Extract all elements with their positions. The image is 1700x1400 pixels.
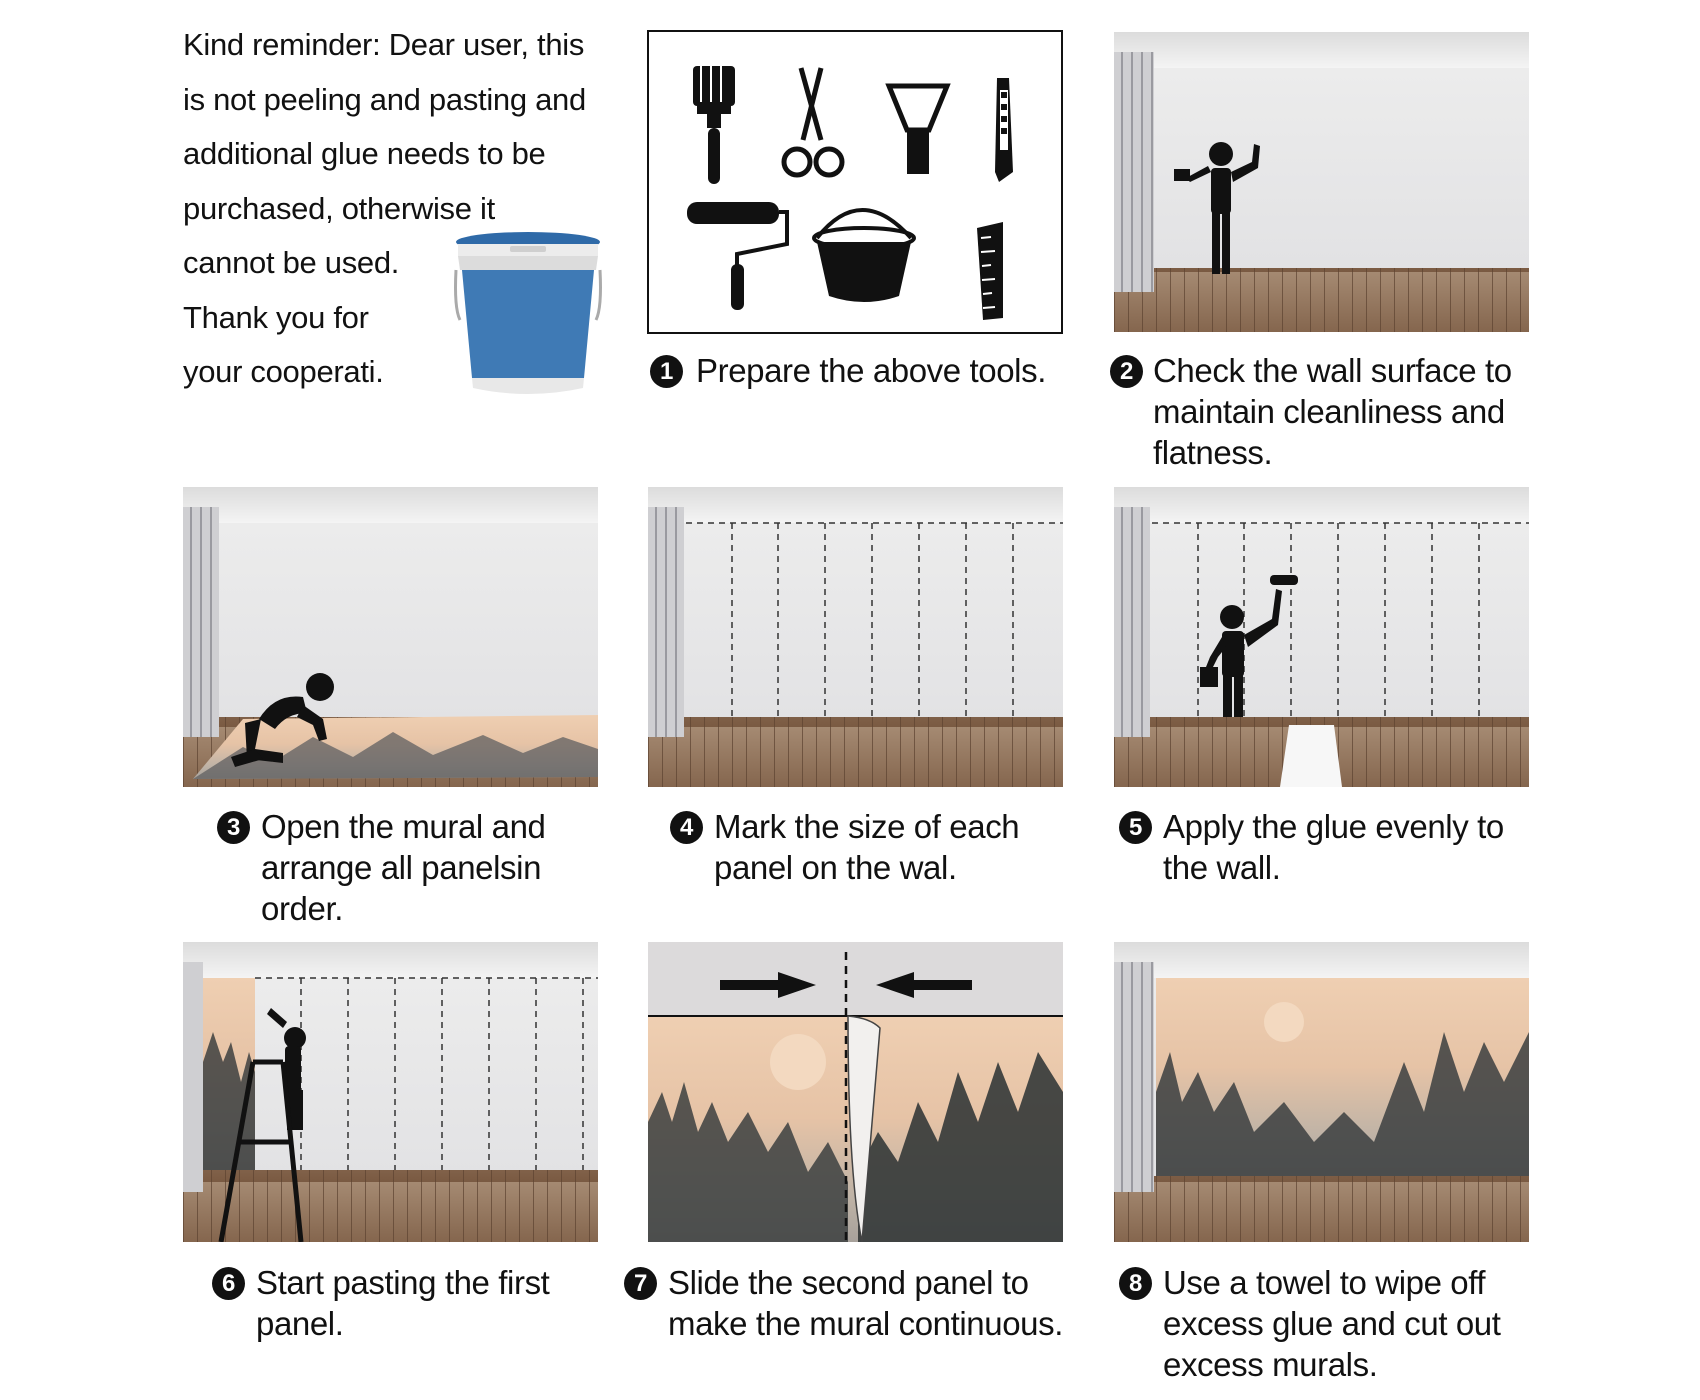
step-4-image bbox=[648, 487, 1063, 787]
caption-line: excess murals. bbox=[1163, 1346, 1378, 1383]
reminder-line: additional glue needs to be bbox=[183, 136, 546, 171]
reminder-line: Thank you for bbox=[183, 299, 369, 335]
caption-line: Slide the second panel to bbox=[668, 1264, 1029, 1301]
wallpaper-strip bbox=[1280, 725, 1342, 787]
reminder-line: purchased, otherwise it bbox=[183, 190, 495, 226]
step-2-image bbox=[1114, 32, 1529, 332]
step-8-caption bbox=[1119, 1262, 1501, 1385]
step-number-badge: 7 bbox=[624, 1267, 657, 1300]
ruler-icon bbox=[977, 222, 1003, 320]
step-1-caption bbox=[650, 350, 1046, 391]
step-4-caption bbox=[670, 806, 1019, 888]
caption-line: Check the wall surface to bbox=[1153, 352, 1512, 389]
caption-line: panel. bbox=[256, 1305, 344, 1342]
caption-line: order. bbox=[261, 890, 343, 927]
reminder-line: your cooperati. bbox=[183, 354, 384, 389]
step-5-image bbox=[1114, 487, 1529, 787]
step-number-badge: 8 bbox=[1119, 1267, 1152, 1300]
step-number-badge: 1 bbox=[650, 355, 683, 388]
step-2-caption bbox=[1110, 350, 1530, 473]
step-3-caption bbox=[217, 806, 545, 929]
scraper-icon bbox=[889, 86, 947, 174]
paint-roller-icon bbox=[687, 202, 787, 310]
paintbrush-icon bbox=[693, 66, 735, 184]
glue-bucket-icon bbox=[450, 228, 606, 400]
step-number-badge: 4 bbox=[670, 811, 703, 844]
step-8-image bbox=[1114, 942, 1529, 1242]
step-number-badge: 5 bbox=[1119, 811, 1152, 844]
reminder-line: Kind reminder: Dear user, this bbox=[183, 27, 585, 62]
caption-line: make the mural continuous. bbox=[668, 1305, 1063, 1342]
caption-line: panel on the wal. bbox=[714, 849, 957, 886]
bucket-icon bbox=[814, 210, 914, 302]
caption-line: Open the mural and bbox=[261, 808, 546, 845]
tools-box bbox=[647, 30, 1063, 334]
step-3-image bbox=[183, 487, 598, 787]
step-6-image bbox=[183, 942, 598, 1242]
reminder-line: is not peeling and pasting and bbox=[183, 81, 586, 117]
caption-line: Mark the size of each bbox=[714, 808, 1020, 845]
caption-line: the wall. bbox=[1163, 849, 1281, 886]
utility-knife-icon bbox=[995, 78, 1013, 182]
step-5-caption bbox=[1119, 806, 1504, 888]
caption-line: Use a towel to wipe off bbox=[1163, 1264, 1486, 1301]
step-7-image bbox=[648, 942, 1063, 1242]
step-number-badge: 2 bbox=[1110, 355, 1143, 388]
step-number-badge: 3 bbox=[217, 811, 250, 844]
caption-line: Start pasting the first bbox=[256, 1264, 550, 1301]
caption-line: Apply the glue evenly to bbox=[1163, 808, 1504, 845]
caption-line: maintain cleanliness and bbox=[1153, 393, 1505, 430]
caption-line: excess glue and cut out bbox=[1163, 1305, 1501, 1342]
step-number-badge: 6 bbox=[212, 1267, 245, 1300]
caption-line: arrange all panelsin bbox=[261, 849, 542, 886]
reminder-line: cannot be used. bbox=[183, 245, 400, 280]
step-7-caption bbox=[624, 1262, 1063, 1344]
caption-line: Prepare the above tools. bbox=[696, 352, 1046, 389]
scissors-icon bbox=[784, 68, 842, 175]
step-6-caption bbox=[212, 1262, 549, 1344]
caption-line: flatness. bbox=[1153, 434, 1273, 471]
